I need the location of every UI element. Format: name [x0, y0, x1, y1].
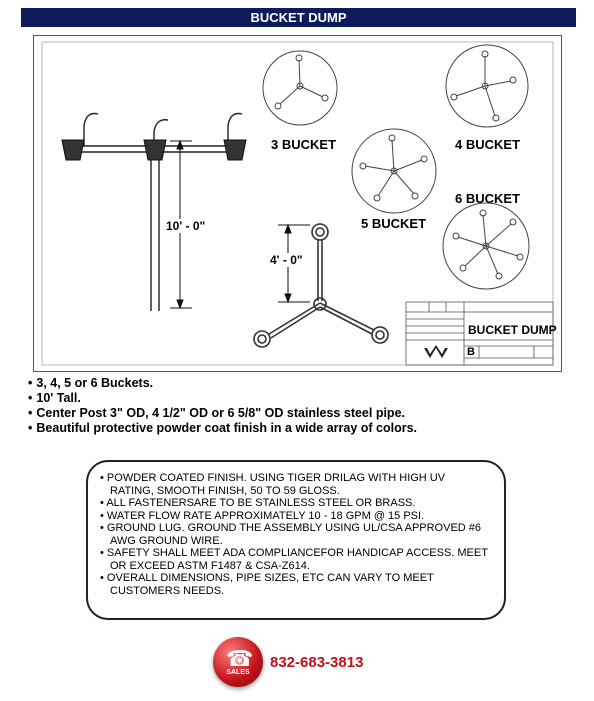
phone-number[interactable]: 832-683-3813: [270, 654, 364, 671]
three-bucket-plan: [263, 51, 337, 125]
phone-icon: ☎: [226, 646, 254, 671]
notes-box: [86, 460, 506, 620]
note-item: • ALL FASTENERSARE TO BE STAINLESS STEEL OR BRASS.: [100, 497, 490, 510]
page-title: BUCKET DUMP: [21, 8, 576, 27]
feature-list: [28, 376, 417, 436]
feature-item: • Beautiful protective powder coat finish in a wide array of colors.: [28, 421, 417, 436]
sales-label: SALES: [226, 669, 250, 676]
label-six-bucket: 6 BUCKET: [455, 191, 521, 206]
note-item: • WATER FLOW RATE APPROXIMATELY 10 - 18 GPM @ 15 PSI.: [100, 510, 490, 523]
label-five-bucket: 5 BUCKET: [361, 216, 427, 231]
six-bucket-plan: [443, 203, 529, 289]
feature-item: • 10' Tall.: [28, 391, 417, 406]
note-item: • GROUND LUG. GROUND THE ASSEMBLY USING UL/CSA APPROVED #6 AWG GROUND WIRE.: [100, 522, 490, 547]
bucket-icons: [62, 140, 246, 160]
four-bucket-plan: [446, 45, 528, 127]
note-item: • SAFETY SHALL MEET ADA COMPLIANCEFOR HANDICAP ACCESS. MEET OR EXCEED ASTM F1487 & CSA-Z614.: [100, 547, 490, 572]
note-item: • OVERALL DIMENSIONS, PIPE SIZES, ETC CAN VARY TO MEET CUSTOMERS NEEDS.: [100, 572, 490, 597]
company-logo: [424, 345, 448, 358]
feature-item: • 3, 4, 5 or 6 Buckets.: [28, 376, 417, 391]
title-block-rev: B: [467, 346, 475, 358]
arm-plan-view: [254, 224, 388, 347]
five-bucket-plan: [352, 129, 436, 213]
label-four-bucket: 4 BUCKET: [455, 137, 521, 152]
sales-call-button[interactable]: [213, 637, 263, 687]
technical-drawing: [33, 35, 562, 372]
dimension-ten-feet: 10' - 0": [166, 219, 206, 233]
note-item: • POWDER COATED FINISH. USING TIGER DRILAG WITH HIGH UV RATING, SMOOTH FINISH, 50 TO 59 GLOSS.: [100, 472, 490, 497]
feature-item: • Center Post 3" OD, 4 1/2" OD or 6 5/8" OD stainless steel pipe.: [28, 406, 417, 421]
dimension-four-feet: 4' - 0": [270, 253, 303, 267]
title-block-name: BUCKET DUMP: [468, 323, 557, 337]
label-three-bucket: 3 BUCKET: [271, 137, 337, 152]
